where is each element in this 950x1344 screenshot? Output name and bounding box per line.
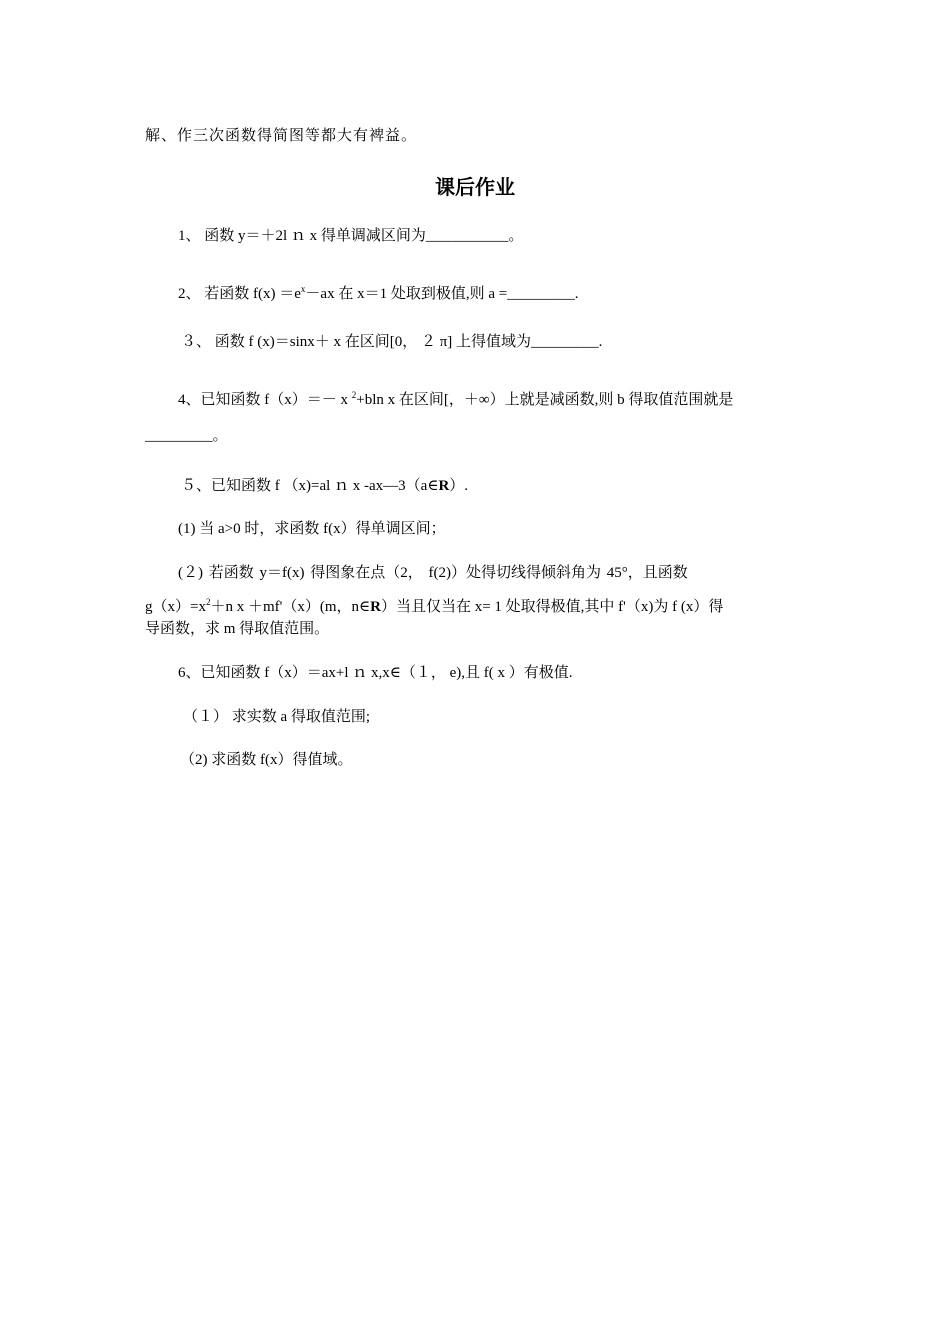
answer-blank: _________ — [145, 428, 213, 444]
answer-blank: _________ — [507, 286, 575, 302]
section-title: 课后作业 — [435, 175, 515, 199]
superscript: x — [300, 284, 306, 294]
question-5-part-1: (1) 当 a>0 时，求函数 f(x）得单调区间； — [178, 521, 446, 537]
question-4-suffix: +bln x 在区间[，＋∞）上就是减函数,则 b 得取值范围就是 — [356, 392, 734, 408]
question-1 — [178, 226, 523, 246]
question-1-text: 1、 函数 y＝＋2l ｎ x 得单调减区间为 — [178, 228, 426, 244]
question-6-part-1: （１） 求实数 a 得取值范围; — [183, 709, 371, 725]
question-2-end: . — [574, 286, 579, 302]
real-set-symbol: R — [370, 599, 381, 615]
question-5 — [181, 476, 468, 496]
question-6-part-2: （2) 求函数 f(x）得值域。 — [180, 752, 353, 768]
real-set-symbol: R — [438, 478, 450, 494]
part-2-line-2-suffix: ）当且仅当在 x= 1 处取得极值,其中 f'（x)为 f (x）得 — [380, 599, 724, 615]
superscript: 2 — [205, 597, 211, 607]
question-4-end: 。 — [212, 428, 228, 444]
question-5-suffix: ）. — [449, 478, 469, 494]
question-4 — [178, 385, 733, 410]
part-2-line-2-mid: ＋n x ＋mf'（x）(m，n∈ — [210, 599, 371, 615]
superscript: 2 — [351, 390, 357, 400]
question-5-part-2-line-3: 导函数，求 m 得取值范围。 — [145, 621, 330, 637]
answer-blank: ___________ — [425, 228, 509, 244]
question-2-suffix: －ax 在 x＝1 处取到极值,则 a = — [305, 286, 508, 302]
question-3 — [181, 332, 602, 352]
question-6: 6、已知函数 f（x）＝ax+l ｎ x,x∈（１， e),且 f( x ）有极值. — [178, 665, 573, 681]
question-2 — [178, 279, 578, 304]
question-3-end: . — [598, 334, 603, 350]
intro-paragraph: 解、作三次函数得简图等都大有裨益。 — [145, 128, 418, 144]
question-3-text: ３、 函数 f (x)＝sinx＋ x 在区间[0， ２ π] 上得值域为 — [181, 334, 532, 350]
question-4-continuation — [145, 426, 228, 446]
part-2-line-2-prefix: g（x）=x — [145, 599, 206, 615]
question-4-prefix: 4、已知函数 f（x）＝－ x — [178, 392, 352, 408]
question-1-end: 。 — [508, 228, 524, 244]
question-5-part-2-line-2 — [145, 592, 723, 617]
question-5-prefix: ５、已知函数 f （x)=al ｎ x -ax—3（a∈ — [181, 478, 439, 494]
answer-blank: _________ — [531, 334, 599, 350]
question-2-prefix: 2、 若函数 f(x) ＝e — [178, 286, 301, 302]
question-5-part-2-line-1: (２) 若函数 y＝f(x) 得图象在点（2， f(2)）处得切线得倾斜角为 45°，且函数 — [178, 565, 688, 581]
